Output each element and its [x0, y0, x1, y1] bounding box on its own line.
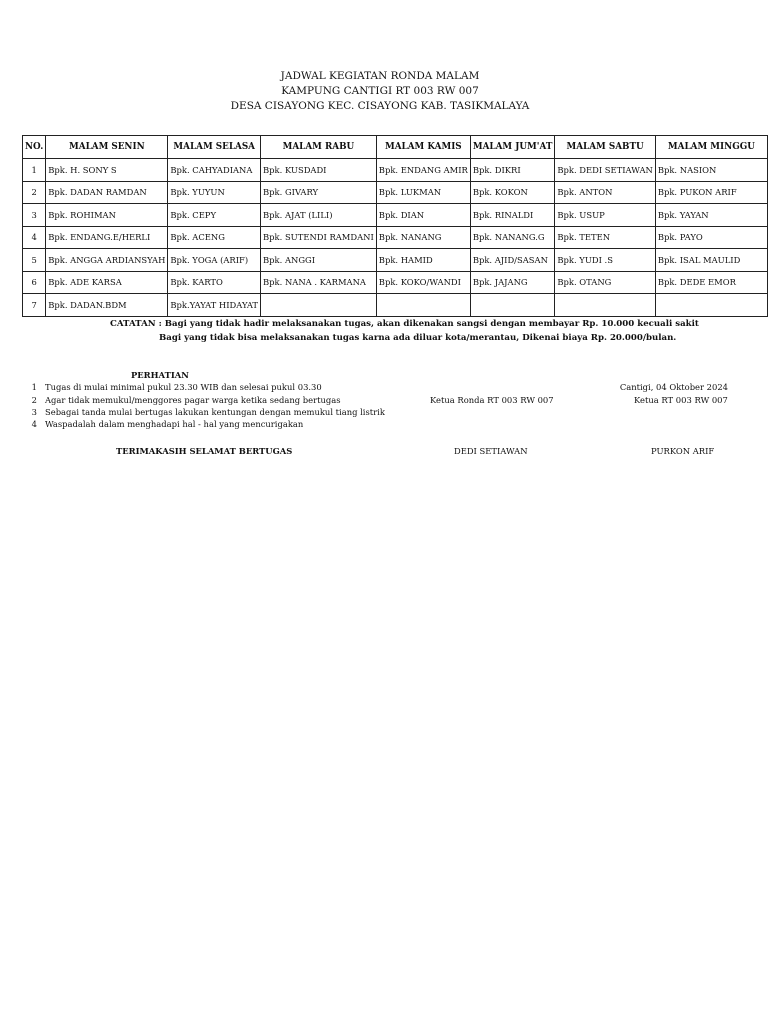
table-cell: Bpk. USUP — [555, 204, 655, 227]
perhatian-item-number: 1 — [31, 382, 37, 392]
table-cell: Bpk. ANGGI — [261, 249, 377, 272]
header-kampung: KAMPUNG CANTIGI RT 003 RW 007 — [281, 85, 479, 97]
table-cell: Bpk. HAMID — [376, 249, 470, 272]
table-cell: 3 — [23, 204, 46, 227]
table-cell: Bpk. DEDE EMOR — [655, 271, 767, 294]
table-cell: Bpk. YUDI .S — [555, 249, 655, 272]
table-cell: Bpk. NANANG — [376, 226, 470, 249]
perhatian-item-number: 3 — [31, 407, 37, 417]
catatan-line-2: Bagi yang tidak bisa melaksanakan tugas karna ada diluar kota/merantau, Dikenai biaya Rp. 20.000/bulan. — [159, 333, 677, 343]
table-cell: Bpk. ANGGA ARDIANSYAH — [46, 249, 168, 272]
table-cell: Bpk. TETEN — [555, 226, 655, 249]
table-cell: Bpk. YUYUN — [168, 181, 261, 204]
perhatian-item-text: Agar tidak memukul/menggores pagar warga ketika sedang bertugas — [45, 395, 341, 405]
perhatian-item-text: Sebagai tanda mulai bertugas lakukan kentungan dengan memukul tiang listrik — [45, 407, 385, 417]
closing-message: TERIMAKASIH SELAMAT BERTUGAS — [116, 446, 293, 456]
table-cell: 4 — [23, 226, 46, 249]
column-header-jumat: MALAM JUM'AT — [470, 136, 555, 159]
table-cell: Bpk. DIKRI — [470, 159, 555, 182]
perhatian-item-text: Waspadalah dalam menghadapi hal - hal yang mencurigakan — [45, 419, 304, 429]
table-row — [23, 226, 768, 249]
catatan-label: CATATAN : — [110, 319, 162, 329]
table-cell: Bpk. PAYO — [655, 226, 767, 249]
table-cell: Bpk. NASION — [655, 159, 767, 182]
table-cell: Bpk. AJID/SASAN — [470, 249, 555, 272]
table-cell: Bpk. ADE KARSA — [46, 271, 168, 294]
column-header-minggu: MALAM MINGGU — [655, 136, 767, 159]
ketua-ronda-title: Ketua Ronda RT 003 RW 007 — [430, 395, 554, 405]
table-row — [23, 271, 768, 294]
catatan-note — [110, 319, 699, 329]
ketua-ronda-name: DEDI SETIAWAN — [454, 446, 528, 456]
column-header-no: NO. — [23, 136, 46, 159]
table-cell: Bpk. AJAT (LILI) — [261, 204, 377, 227]
table-row — [23, 159, 768, 182]
table-cell: Bpk. ISAL MAULID — [655, 249, 767, 272]
column-header-senin: MALAM SENIN — [46, 136, 168, 159]
table-cell: Bpk. KOKO/WANDI — [376, 271, 470, 294]
table-cell: Bpk. ENDANG.E/HERLI — [46, 226, 168, 249]
table-cell: 6 — [23, 271, 46, 294]
table-cell: Bpk. DADAN.BDM — [46, 294, 168, 317]
ronda-schedule-table — [22, 135, 768, 317]
column-header-selasa: MALAM SELASA — [168, 136, 261, 159]
table-cell: Bpk. PUKON ARIF — [655, 181, 767, 204]
header-desa: DESA CISAYONG KEC. CISAYONG KAB. TASIKMALAYA — [230, 100, 530, 112]
table-cell: 5 — [23, 249, 46, 272]
table-cell: Bpk. LUKMAN — [376, 181, 470, 204]
table-cell: Bpk. ACENG — [168, 226, 261, 249]
table-cell: 1 — [23, 159, 46, 182]
table-cell: 7 — [23, 294, 46, 317]
table-cell: Bpk. DEDI SETIAWAN — [555, 159, 655, 182]
table-cell: Bpk. CEPY — [168, 204, 261, 227]
table-cell: Bpk. SUTENDI RAMDANI — [261, 226, 377, 249]
perhatian-item-number: 4 — [31, 419, 37, 429]
perhatian-title: PERHATIAN — [131, 370, 189, 380]
column-header-kamis: MALAM KAMIS — [376, 136, 470, 159]
table-row — [23, 181, 768, 204]
column-header-sabtu: MALAM SABTU — [555, 136, 655, 159]
table-cell: Bpk. ROHIMAN — [46, 204, 168, 227]
table-cell: Bpk. OTANG — [555, 271, 655, 294]
table-cell: Bpk. KARTO — [168, 271, 261, 294]
table-cell: Bpk. NANA . KARMANA — [261, 271, 377, 294]
table-cell: Bpk. YAYAN — [655, 204, 767, 227]
table-cell — [261, 294, 377, 317]
table-cell — [376, 294, 470, 317]
ketua-rt-title: Ketua RT 003 RW 007 — [634, 395, 728, 405]
table-cell: Bpk. YOGA (ARIF) — [168, 249, 261, 272]
ketua-rt-name: PURKON ARIF — [651, 446, 715, 456]
table-cell — [470, 294, 555, 317]
column-header-rabu: MALAM RABU — [261, 136, 377, 159]
table-cell: 2 — [23, 181, 46, 204]
table-cell: Bpk. CAHYADIANA — [168, 159, 261, 182]
table-cell: Bpk. DADAN RAMDAN — [46, 181, 168, 204]
table-row — [23, 294, 768, 317]
table-cell: Bpk. JAJANG — [470, 271, 555, 294]
table-header-row — [23, 136, 768, 159]
document-header — [0, 69, 760, 114]
table-cell: Bpk. KUSDADI — [261, 159, 377, 182]
table-cell: Bpk. ANTON — [555, 181, 655, 204]
header-title: JADWAL KEGIATAN RONDA MALAM — [280, 70, 480, 82]
perhatian-item-number: 2 — [31, 395, 37, 405]
table-cell: Bpk. DIAN — [376, 204, 470, 227]
table-cell: Bpk. RINALDI — [470, 204, 555, 227]
table-cell: Bpk. ENDANG AMIR — [376, 159, 470, 182]
perhatian-item-text: Tugas di mulai minimal pukul 23.30 WIB dan selesai pukul 03.30 — [45, 382, 322, 392]
table-cell: Bpk. GIVARY — [261, 181, 377, 204]
table-cell — [555, 294, 655, 317]
catatan-line-1: Bagi yang tidak hadir melaksanakan tugas, akan dikenakan sangsi dengan membayar Rp. 10.000 kecuali sakit — [164, 319, 699, 329]
table-cell: Bpk. H. SONY S — [46, 159, 168, 182]
table-cell — [655, 294, 767, 317]
signature-date: Cantigi, 04 Oktober 2024 — [619, 382, 728, 392]
table-row — [23, 249, 768, 272]
table-row — [23, 204, 768, 227]
table-cell: Bpk. KOKON — [470, 181, 555, 204]
table-cell: Bpk. NANANG.G — [470, 226, 555, 249]
table-cell: Bpk.YAYAT HIDAYAT — [168, 294, 261, 317]
